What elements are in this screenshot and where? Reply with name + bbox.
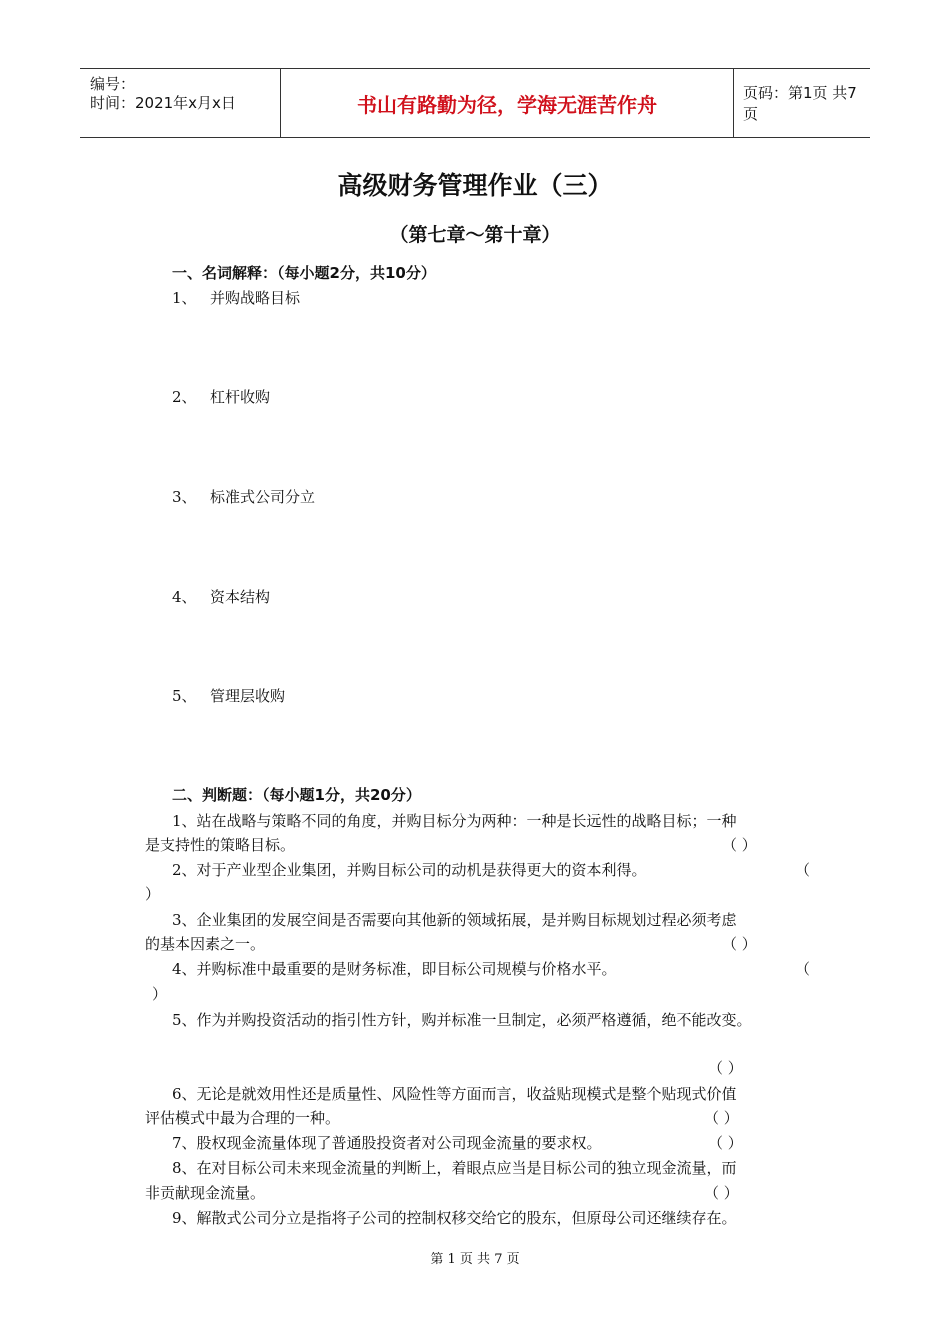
question-line: 3、企业集团的发展空间是否需要向其他新的领域拓展，是并购目标规划过程必须考虑 [172,911,737,929]
document-title: 高级财务管理作业（三） [337,171,613,200]
term-text: 标准式公司分立 [210,488,316,506]
answer-bracket: （ ） [708,1134,743,1152]
motto: 书山有路勤为径，学海无涯苦作舟 [357,92,657,117]
answer-bracket: （ [795,861,811,879]
question-line: 9、解散式公司分立是指将子公司的控制权移交给它的股东，但原母公司还继续存在。 [172,1209,737,1227]
term-number: 1、 [172,289,197,307]
section1-heading: 一、名词解释：（每小题2分，共10分） [172,264,436,282]
answer-bracket: （ [795,960,811,978]
term-item [172,386,270,407]
term-number: 2、 [172,388,197,406]
term-text: 并购战略目标 [210,289,301,307]
term-item [172,287,300,308]
question-line: 1、站在战略与策略不同的角度，并购目标分为两种：一种是长远性的战略目标；一种 [172,812,737,830]
term-number: 3、 [172,488,197,506]
question-line: 4、并购标准中最重要的是财务标准，即目标公司规模与价格水平。 [172,960,617,978]
page-info: 页码：第1页 共7页 [743,84,857,123]
page-footer: 第 1 页 共 7 页 [430,1252,520,1267]
header-left-cell [80,69,280,137]
answer-bracket: ） [152,985,168,1003]
term-item [172,586,270,607]
question-line: 非贡献现金流量。 [145,1184,266,1202]
section2-heading: 二、判断题：（每小题1分，共20分） [172,786,421,804]
serial-label: 编号： [90,75,136,93]
term-number: 5、 [172,687,197,705]
question-line: 评估模式中最为合理的一种。 [145,1109,341,1127]
answer-bracket: （ ） [722,836,757,854]
question-line: 7、股权现金流量体现了普通股投资者对公司现金流量的要求权。 [172,1134,602,1152]
answer-bracket: （ ） [704,1184,739,1202]
term-text: 管理层收购 [210,687,286,705]
date-label: 时间：2021年x月x日 [90,94,236,112]
question-line: 5、作为并购投资活动的指引性方针，购并标准一旦制定，必须严格遵循，绝不能改变。 [172,1011,752,1029]
term-text: 杠杆收购 [210,388,271,406]
term-number: 4、 [172,588,197,606]
answer-bracket: （ ） [704,1109,739,1127]
header-right-cell [733,69,870,137]
document-subtitle: （第七章～第十章） [389,224,561,246]
header-center-cell [280,69,734,137]
answer-bracket: （ ） [722,935,757,953]
question-line: 6、无论是就效用性还是质量性、风险性等方面而言，收益贴现模式是整个贴现式价值 [172,1085,737,1103]
question-line: 2、对于产业型企业集团，并购目标公司的动机是获得更大的资本利得。 [172,861,647,879]
header-table [80,68,870,138]
question-line: 8、在对目标公司未来现金流量的判断上，着眼点应当是目标公司的独立现金流量，而 [172,1159,737,1177]
question-line: 是支持性的策略目标。 [145,836,296,854]
term-text: 资本结构 [210,588,271,606]
question-line: 的基本因素之一。 [145,935,266,953]
answer-bracket: （ ） [708,1059,743,1077]
term-item [172,685,285,706]
answer-bracket: ） [145,885,161,903]
term-item [172,486,315,507]
